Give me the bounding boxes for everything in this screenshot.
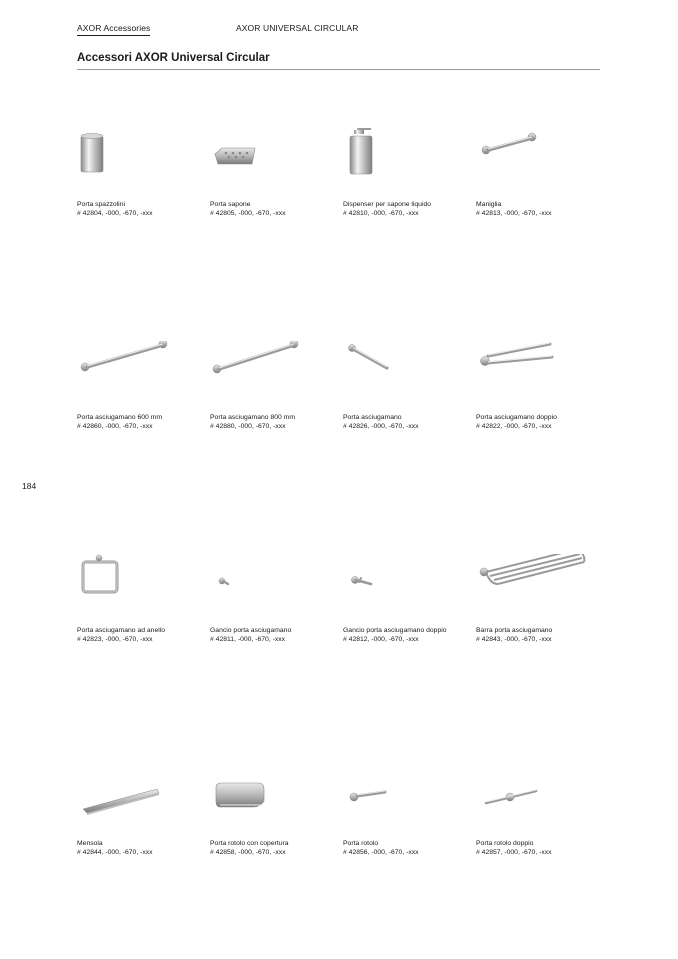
product-name: Porta asciugamano 800 mm (210, 414, 296, 421)
product-code: # 42843, -000, -670, -xxx (476, 636, 552, 643)
product-code: # 42860, -000, -670, -xxx (77, 423, 153, 430)
product-item (476, 767, 606, 867)
product-code: # 42822, -000, -670, -xxx (476, 423, 552, 430)
product-code: # 42813, -000, -670, -xxx (476, 210, 552, 217)
product-name: Gancio porta asciugamano doppio (343, 627, 447, 634)
product-item (476, 554, 606, 654)
product-code: # 42858, -000, -670, -xxx (210, 849, 286, 856)
product-name: Mensola (77, 840, 103, 847)
tumbler-icon (77, 128, 207, 198)
towel-bar-800-icon (210, 341, 340, 411)
soap-dish-icon (210, 128, 340, 198)
product-name: Porta spazzolini (77, 201, 125, 208)
product-name: Gancio porta asciugamano (210, 627, 292, 634)
product-name: Porta rotolo doppio (476, 840, 534, 847)
title-divider (77, 69, 600, 70)
towel-ring-icon (77, 554, 207, 624)
product-code: # 42810, -000, -670, -xxx (343, 210, 419, 217)
covered-paper-holder-icon (210, 767, 340, 837)
product-item (343, 554, 473, 654)
shelf-icon (77, 767, 207, 837)
towel-hook-icon (210, 554, 340, 624)
product-item (476, 128, 606, 228)
page-number: 184 (22, 481, 37, 491)
product-item (210, 554, 340, 654)
paper-holder-icon (343, 767, 473, 837)
product-item (210, 767, 340, 867)
product-name: Porta sapone (210, 201, 251, 208)
product-item (210, 128, 340, 228)
product-code: # 42844, -000, -670, -xxx (77, 849, 153, 856)
product-item (343, 341, 473, 441)
product-item (343, 128, 473, 228)
product-name: Porta rotolo (343, 840, 379, 847)
product-name: Porta asciugamano doppio (476, 414, 557, 421)
product-item (77, 128, 207, 228)
soap-dispenser-icon (343, 128, 473, 198)
section-label: AXOR Accessories (77, 23, 150, 36)
towel-bar-600-icon (77, 341, 207, 411)
product-code: # 42823, -000, -670, -xxx (77, 636, 153, 643)
product-code: # 42880, -000, -670, -xxx (210, 423, 286, 430)
product-name: Maniglia (476, 201, 502, 208)
page-title: Accessori AXOR Universal Circular (77, 52, 270, 64)
product-name: Barra porta asciugamano (476, 627, 553, 634)
product-code: # 42812, -000, -670, -xxx (343, 636, 419, 643)
product-name: Porta rotolo con copertura (210, 840, 289, 847)
product-item (476, 341, 606, 441)
product-code: # 42811, -000, -670, -xxx (210, 636, 286, 643)
product-name: Porta asciugamano ad anello (77, 627, 166, 634)
product-item (343, 767, 473, 867)
product-code: # 42826, -000, -670, -xxx (343, 423, 419, 430)
product-name: Dispenser per sapone liquido (343, 201, 432, 208)
product-item (77, 767, 207, 867)
product-item (210, 341, 340, 441)
product-code: # 42856, -000, -670, -xxx (343, 849, 419, 856)
product-item (77, 554, 207, 654)
product-code: # 42804, -000, -670, -xxx (77, 210, 153, 217)
towel-arm-icon (343, 341, 473, 411)
product-name: Porta asciugamano (343, 414, 402, 421)
product-item (77, 341, 207, 441)
double-towel-hook-icon (343, 554, 473, 624)
towel-rack-shelf-icon (476, 554, 606, 624)
grab-bar-icon (476, 128, 606, 198)
double-paper-holder-icon (476, 767, 606, 837)
product-code: # 42805, -000, -670, -xxx (210, 210, 286, 217)
product-name: Porta asciugamano 600 mm (77, 414, 163, 421)
double-towel-holder-icon (476, 341, 606, 411)
product-code: # 42857, -000, -670, -xxx (476, 849, 552, 856)
collection-label: AXOR UNIVERSAL CIRCULAR (236, 23, 359, 33)
